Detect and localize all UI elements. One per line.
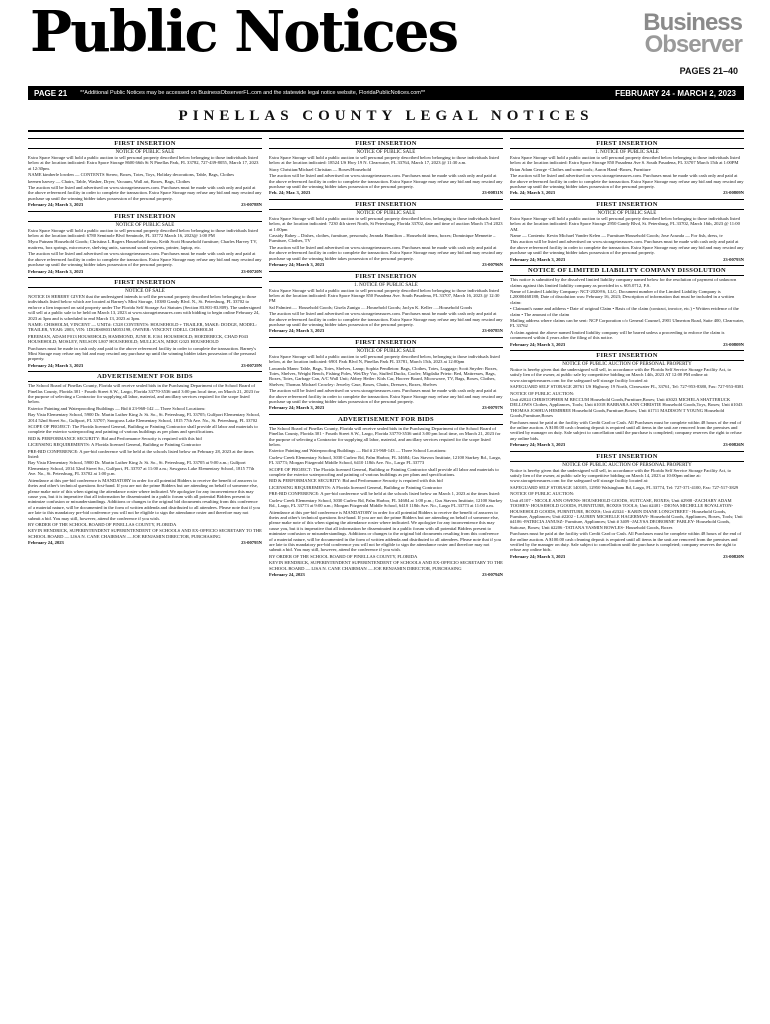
notice-paragraph: NAME: CHISHOLM, VINCENT — UNIT#: C528 CONTENTS: HOUSEHOLD + TRAILER, MAKE: DODGE, MODEL: TRAILER, YEAR: 2003, VIN: 1DGRS08031M053198, OWNER: VINCENT ODELL CHISHOLM	[28, 321, 257, 333]
notice-paragraph: Notice is hereby given that the undersigned will sell, in accordance with the Florida Self Service Storage Facility Act, to satisfy lien of the owner, at public sale by competitive bidding on March 14, 2023 at 10:00pm online at: www.storagetreasures.com for the safeguard self storage facility located at:	[510, 467, 732, 484]
notice-date: February 24; March 3, 2023	[28, 362, 84, 368]
column-2	[269, 138, 503, 1018]
notice-paragraph: BY ORDER OF THE SCHOOL BOARD OF PINELLAS COUNTY, FLORIDA	[28, 521, 177, 527]
notice-paragraph: NAME kimberle lowden — CONTENTS Stereo, Boxes, Totes, Toys, Holiday decorations, Table, Bags, Clothes	[28, 172, 234, 178]
legal-notice	[510, 350, 744, 448]
notice-footer	[510, 257, 744, 262]
notice-subheading: NOTICE OF PUBLIC AUCTION OF PERSONAL PROPERTY	[562, 361, 692, 367]
notice-paragraph: LICENSING REQUIREMENTS: A Florida licensed General, Building or Painting Contractor	[269, 484, 443, 490]
notice-heading: FIRST INSERTION	[510, 352, 744, 361]
notice-date: February 24; March 3, 2023	[269, 262, 325, 268]
notice-paragraph: SAFEGUARD SELF STORAGE 28761 US Highway 19 North, Clearwater FL, 33761, Tel: 727-953-8380, Fax: 727-953-8381	[510, 384, 744, 390]
page-number: PAGE 21	[34, 88, 68, 98]
notice-footer	[269, 405, 503, 410]
notice-code: 23-00793N	[723, 256, 744, 262]
notice-date: February 24; March 3, 2023	[269, 328, 325, 334]
notice-subheading: NOTICE OF PUBLIC SALE	[115, 150, 175, 155]
notice-date: February 24; March 3, 2023	[28, 268, 84, 274]
notice-paragraph: Extra Space Storage will hold a public auction to sell personal property described below belonging to those individuals listed below at the location indicated: 18524 US Hwy 19 N. Clearwater, FL 33764, March 17, 2023 @ 11:30 a.m.	[269, 155, 499, 166]
notice-paragraph: Extra Space Storage will hold a public auction to sell personal property described below belonging to those individuals listed below at the location indicated: Extra Space Storage 2950 Gandy Blvd, St. Petersburg, FL 33702, March 16th, 2023 @ 11:00 AM.	[510, 215, 740, 232]
notice-footer	[269, 572, 503, 577]
notice-paragraph: Unit #1107 - NICOLE ANN OWENS- HOUSEHOLD GOODS, SUITCASE, BOXES; Unit #2908 -ZACHARY ADAM TOOHEY- HOUSEHOLD GOODS, FURNITURE, BOXES TOOLS; Unit #2401 - DIONA MICHELLE ROYALSTON- HOUSEHOLD GOODS, FURNITURE, BOXES; Unit #2324 - KARIN DIANE LONGSTREET - Household Goods, Furniture, Appliances; Unit #2202 - LAUREN MICHELLE HAGERMAN- Household Goods, Appliances, Boxes, Tools; Unit #4106 -PATRICIA JANUSZ- Furniture, Appliances; Unit # 3409 -JALYSA DEOBORNE' FARLEY- Household Goods, Suitcase, Boxes; Unit #2206 -TATIANA YASMIN BOWLES- Household Goods, Boxes	[510, 497, 743, 530]
notice-paragraph: KEVIN HENDRICK, SUPERINTENDENT SUPERINTENDENT OF SCHOOLS AND EX-OFFICIO SECRETARY TO THE SCHOOL BOARD — LISA N. CANE CHAIRMAN — JOE BENJAMIN DIRECTOR, PURCHASING	[28, 528, 262, 539]
notice-paragraph: Exterior Painting and Waterproofing Buildings — Bid # 23-968-142 — Three School Locations:	[28, 405, 206, 411]
notice-paragraph: Extra Space Storage will hold a public auction to sell personal property described below belonging to those individuals listed below at the location indicated: Extra Space Storage 8600 66th St N Pinellas Park, FL 33782, 727-439-8055, March 17, 2023 at 12:30pm.	[28, 155, 259, 171]
notice-footer	[269, 190, 503, 195]
notice-paragraph: Stacy Christian/Michael Christian — Boxes/Household	[269, 166, 372, 172]
notice-heading: FIRST INSERTION	[510, 140, 744, 149]
notice-code: 23-00809N	[723, 341, 744, 347]
notice-paragraph: LICENSING REQUIREMENTS: A Florida licensed General, Building or Painting Contractor	[28, 442, 202, 448]
notice-paragraph: Sal Palmieri..... Household Goods; Gisela Zuniga .....Household Goods; Jaclyn K. Keller .....Household Goods	[269, 304, 473, 310]
notice-paragraph: The School Board of Pinellas County, Florida will receive sealed bids in the Purchasing Department of the School Board of Pinellas County, Florida 301 - Fourth Street S.W., Largo, Florida 33770-3536 until 3:00 pm local time, on March 21, 2023 for the purpose of selecting a Contractor for supplying all labor, material, and ancillary services required for the scope listed below.	[269, 425, 501, 448]
notice-paragraph: Extra Space Storage will hold a public auction to sell personal property described below belonging to those individuals listed below at the location indicated: Extra Space Storage 850 Pasadena Ave. South Pasadena, FL 33707, March 16, 2023 @ 12:30 PM	[269, 287, 500, 304]
notice-paragraph: NOTICE OF PUBLIC AUCTION:	[510, 491, 575, 497]
notice-paragraph: Extra Space Storage will hold a public auction to sell personal property described below, belonging to those individuals listed below, at the location indicated: 6901 Park Blvd N, Pinellas Park FL 33781, March 15th, 2023 at 12:00pm	[269, 353, 500, 365]
notice-paragraph: • Claimant's name and address • Date of original Claim • Basis of the claim (contract, invoice, etc.) • Written evidence of the claim • The amount of the claim	[510, 306, 739, 317]
column-1	[28, 138, 262, 1018]
notice-footer	[28, 363, 262, 368]
notice-paragraph: Bay Vista Elementary School, 5900 Dr. Martin Luther King Jr. St. So., St. Petersburg, FL 33705 at 9:00 a.m.; Gulfport Elementary School, 2014 52nd Street So., Gulfport, FL 33707 at 11:00 a.m.; Sawgrass Lake Elementary School, 1815 77th Ave. No., St. Petersburg, FL 33702 at 1:00 p.m.	[28, 460, 255, 477]
legal-notice	[510, 451, 744, 560]
notice-paragraph: Brian Adam George -Clothes and some tools; Aaron Hand -Boxes, Furniture	[510, 166, 651, 172]
notice-paragraph: Unit #2024 CHRISTOPHER M BECCUM Household Goods,Furniture,Boxes; Unit #3023 MICHELA SHATTERUCK DELLOWS Clothes, Appliances, Tools; Unit #1018 BARBARA ANN CHRISTIE Household Goods,Toys, Boxes; Unit #1043 THOMAS JOSHUA HEMBREE Household Goods,Furniture,Boxes; Unit #1711 MADISON T YOUNG Household Goods,Furniture,Boxes	[510, 397, 743, 419]
notice-footer	[510, 554, 744, 559]
page-range: PAGES 21–40	[679, 66, 738, 76]
notice-paragraph: Lawanda Mann: Table, Bags, Totes, Shelves, Lamp; Sophia Pendleton: Bags, Clothes, Totes, Luggage; Scott Snyder: Boxes, Totes, Shelves, Weight Bench, Fishing Poles, Wet/Dry Vac, Stuffed Ducks, Cooler; Migdalia Prieto: Bed, Mattresses, Bags, Boxes, Totes, Garbage Can, A/C Wall Unit; Abbey Heiler: Kids Car, Hoover Board, Microwave, TV, Bags, Boxes, Clothes, Shelves; Thomas Michael Crowley: Jewelry Case, Boxes, Chairs, Dressers, Boxes, Shelves	[269, 365, 498, 387]
notice-date: February 24; March 3, 2023	[28, 202, 84, 208]
section-title: PINELLAS COUNTY LEGAL NOTICES	[178, 108, 594, 124]
notice-footer	[28, 269, 262, 274]
notice-footer	[510, 342, 744, 347]
notice-paragraph: Extra Space Storage will hold a public auction to sell personal property described below belonging to those individuals listed below at the location indicated: 6780 Seminole Blvd Seminole, FL 33772 March 16, 2023@ 1:00 PM	[28, 227, 258, 239]
notice-date: February 24, 2023	[28, 540, 64, 546]
notice-paragraph: PRE-BID CONFERENCE: A pre-bid conference will be held at the schools listed below on February 28, 2023 at the times listed:	[28, 448, 254, 460]
legal-notice	[269, 138, 503, 196]
notice-footer	[28, 202, 262, 207]
notice-paragraph: Exterior Painting and Waterproofing Buildings — Bid # 23-968-143 — Three School Locations:	[269, 448, 447, 454]
notice-paragraph: SCOPE OF PROJECT: The Florida licensed General, Building or Painting Contractor shall provide all labor and materials to complete the exterior waterproofing and painting of various buildings as per plans and specifications.	[269, 466, 499, 478]
notice-subheading: NOTICE OF PUBLIC AUCTION OF PERSONAL PROPERTY	[562, 462, 692, 468]
notice-paragraph: The auction will be listed and advertised on www.storagetreasures.com. Purchases must be made with cash only and paid at the above referenced facility in order to complete the transaction. Extra Space Storage may refuse any bid and may rescind any purchase up until the winning bidder takes possession of the personal property.	[269, 388, 503, 404]
notice-date: February 24; March 3, 2023	[269, 405, 325, 411]
notice-paragraph: The auction will be listed and advertised on www.storagetreasures.com. Purchases must be made with cash only and paid at the above referenced facility in order to complete the transaction. Extra Space Storage may refuse any bid and may rescind any purchase up until the winning bidder takes possession of the personal property.	[28, 185, 262, 201]
notice-footer	[510, 442, 744, 447]
notice-paragraph: The auction will be listed and advertised on www.storagetreasures.com. Purchases must be made with cash only and paid at the above referenced facility in order to complete the transaction. Extra Space Storage may refuse any bid and may rescind any purchase up until the winning bidder takes possession of the personal property.	[269, 244, 503, 261]
notice-subheading: NOTICE OF PUBLIC SALE	[356, 150, 416, 155]
notice-heading: FIRST INSERTION	[510, 201, 744, 210]
notice-paragraph: keenen harvey — Chairs, Table, Washer, Dryer, Vacuum, Wall art, Boxes, Bags, Clothes	[28, 178, 191, 184]
legal-notice	[28, 371, 262, 545]
notice-code: 23-00820N	[723, 553, 744, 559]
notice-paragraph: Cassidy Rahey – Dishes, clothes, furniture, personals; Jeranda Hamilton – Household items, boxes; Dominique Mennette – Furniture, Clothes, TV	[269, 233, 496, 244]
notice-heading: ADVERTISEMENT FOR BIDS	[269, 416, 503, 425]
notice-paragraph: Bay Vista Elementary School, 5900 Dr. Martin Luther King Jr. St. So., St. Petersburg, FL 33705; Gulfport Elementary School, 2014 52nd Street So., Gulfport, FL 33707; Sawgrass Lake Elementary School, 1815 77th Ave. No., St. Petersburg, FL 33702	[28, 412, 261, 423]
notice-paragraph: BY ORDER OF THE SCHOOL BOARD OF PINELLAS COUNTY, FLORIDA	[269, 553, 418, 559]
notice-code: 23-00788N	[241, 202, 262, 208]
legal-notice	[269, 337, 503, 411]
legal-notice	[269, 414, 503, 578]
notice-paragraph: The auction will be listed and advertised on www.storagetreasures.com. Purchases must be made with cash only and paid at the above referenced facility in order to complete the transaction. Extra Space Storage may refuse any bid and may rescind any purchase up until the winning bidder takes possession of the personal property.	[28, 251, 262, 268]
notice-paragraph: NOTICE OF PUBLIC AUCTION:	[510, 390, 575, 396]
notice-subheading: NOTICE OF SALE	[125, 288, 165, 294]
notice-paragraph: This notice is submitted by the dissolved limited liability company named below for the resolution of payment of unknown claims against this limited liability company as provided in s. 605.0712, F.S.	[510, 277, 737, 288]
brand-logo	[643, 9, 742, 58]
notice-code: 23-00720N	[241, 268, 262, 274]
notice-date: February 24; March 3, 2023	[510, 341, 566, 347]
masthead	[0, 0, 770, 86]
notice-subheading: 1. NOTICE OF PUBLIC SALE	[354, 282, 418, 288]
notice-code: 23-00826N	[723, 442, 744, 448]
notice-paragraph: SCOPE OF PROJECT: The Florida licensed General, Building or Painting Contractor shall provide all labor and materials to complete the exterior waterproofing and painting of various buildings as per plans and specifications.	[28, 424, 258, 435]
notice-footer	[510, 190, 744, 195]
legal-notice	[510, 265, 744, 347]
notice-heading: FIRST INSERTION	[28, 279, 262, 288]
notice-subheading: NOTICE OF PUBLIC SALE	[356, 348, 416, 354]
notice-paragraph: BID & PERFORMANCE SECURITY: Bid and Performance Security is required with this bid	[269, 478, 443, 484]
notice-paragraph: The auction will be listed and advertised on www.storagetreasures.com. Purchases must be made with cash only and paid at the above referenced facility in order to complete the transaction. Extra Space Storage may refuse any bid and may rescind any purchase up until the winning bidder takes possession of the personal property.	[269, 173, 503, 190]
notice-heading: NOTICE OF LIMITED LIABILITY COMPANY DISSOLUTION	[510, 267, 744, 276]
notice-subheading: NOTICE OF PUBLIC SALE	[356, 210, 416, 216]
notice-paragraph: Name of Limited Liability Company: NCT-2020®6, LLC; Document number of the Limited Liability Company is L20000468188; Date of dissolution was: February 16, 2023; Description of information that must be included in a written claim:	[510, 288, 735, 305]
notice-paragraph: FREEMAN, ADAM F013 HOUSEHOLD; HAMMOND, JUNE R. E161 HOUSEHOLD; HOEDEBECK, CHAD F043 HOUSEHOLD; MOSLEY, NELSON L807 HOUSEHOLD; MULLICAN, MIKE G023 HOUSEHOLD	[28, 333, 249, 345]
notice-subheading: NOTICE OF PUBLIC SALE	[115, 222, 175, 228]
notice-paragraph: KEVIN HENDRICK, SUPERINTENDENT SUPERINTENDENT OF SCHOOLS AND EX-OFFICIO SECRETARY TO THE SCHOOL BOARD — LISA N. CANE CHAIRMAN — JOE BENJAMIN DIRECTOR, PURCHASING	[269, 560, 503, 571]
notice-date: February 24; March 3, 2023	[510, 442, 566, 448]
notice-paragraph: Purchases must be made in cash only and paid to the above referenced facility in order to complete the transaction. Barney's Mini Storage may refuse any bid and may rescind any purchase up until the winning bidder takes possession of the personal property.	[28, 345, 257, 362]
legal-notice	[269, 271, 503, 334]
notice-paragraph: SAFEGUARD SELF STORAGE 140105, 12950 Walsingham Rd, Largo, FL 33774, Tel: 727-371-4100, Fax: 727-517-3829	[510, 484, 739, 490]
website-notice: **Additional Public Notices may be accessed on BusinessObserverFL.com and the statewide legal notice website, FloridaPublicNotices.com**	[80, 90, 426, 96]
notice-paragraph: Name — Contents: Kevin Michael Vander Kelen — Furniture/Household Goods; Jose Acunda — For fish, dress, tv	[510, 233, 723, 239]
legal-notice	[269, 199, 503, 268]
notice-paragraph: The School Board of Pinellas County, Florida will receive sealed bids in the Purchasing Department of the School Board of Pinellas County, Florida 301 - Fourth Street S.W., Largo, Florida 33770-3536 until 3:00 pm local time, on March 21, 2023 for the purpose of selecting a Contractor for supplying all labor, material, and ancillary services required for the scope listed below.	[28, 383, 260, 405]
notice-code: 23-00809N	[723, 190, 744, 196]
notice-paragraph: PRE-BID CONFERENCE: A pre-bid conference will be held at the schools listed below on March 1, 2023 at the times listed:	[269, 491, 501, 497]
notice-paragraph: A claim against the above named limited liability company will be barred unless a proceeding to enforce the claim is commenced within 4 years after the filing of this notice.	[510, 329, 725, 341]
notice-code: 23-00797N	[482, 405, 503, 411]
notice-paragraph: Curlew Creek Elementary School, 3030 Curlew Rd, Palm Harbor, FL 34684 at 1:00 p.m.; Gus Stavros Institute, 12100 Starkey Rd., Largo, FL 33773 at 9:00 a.m.; Morgan Fitzgerald Middle School, 6410 118th Ave. No., Largo FL 33773 at 11:00 a.m.	[269, 497, 503, 509]
notice-paragraph: Purchases must be paid at the facility with Credit Card or Cash. All Purchases must be complete within 48 hours of the end of the online auction. A $100.00 cash cleaning deposit is required until all items in the unit are removed from the premises and verified by the manager on duty. Sale subject to cancellation until the purchase is completed; company reserves the right to refuse any online bids.	[510, 531, 742, 553]
notice-heading: FIRST INSERTION	[269, 339, 503, 348]
legal-notice	[28, 211, 262, 274]
notice-heading: ADVERTISEMENT FOR BIDS	[28, 373, 262, 382]
notice-date: Feb. 24; March 3, 2023	[510, 190, 556, 196]
notice-paragraph: Mailing address where claims can be sent: NCP Corporation c/o General Counsel, 2901 Ulmerton Road, Suite 400, Clearwater, FL 33762	[510, 317, 744, 329]
notice-date: February 24, 2023	[269, 571, 305, 577]
notice-code: 23-00729N	[241, 362, 262, 368]
info-bar	[28, 86, 744, 100]
column-3	[510, 138, 744, 1018]
notice-subheading: NOTICE OF PUBLIC SALE	[597, 210, 657, 216]
notice-paragraph: Attendance at this pre-bid conference is MANDATORY in order for all potential Bidders to receive the benefit of answers to theirs and other's technical questions first-hand. If you are not the prime Bidders but are attending on behalf of someone else, please make note of this when signing the attendance roster where indicated. We apologize for any inconvenience this may cause you, but it is imperative that all information be disseminated in a public forum with all potential Bidders present to minimize confusion or misunderstandings. Additions or changes to the original bid documents resulting from this conference of a material nature, will be documented in the form of written addenda and distributed to all attendees. Please note that if you are late to this mandatory pre-bid conference you will not be eligible to sign the attendance roster and therefore may not submit a bid. You may still, however, attend the conference if you wish.	[269, 509, 501, 553]
notice-paragraph: Notice is hereby given that the undersigned will sell, in accordance with the Florida Self Service Storage Facility Act, to satisfy lien of the owner, at public sale by competitive bidding on March 14th, 2023 AT 12:00 PM online at: www.storagetreasures.com for the safeguard self storage facility located at:	[510, 366, 732, 383]
notice-date: February 24; March 3, 2023	[510, 553, 566, 559]
notice-paragraph: BID & PERFORMANCE SECURITY: Bid and Performance Security is required with this bid	[28, 435, 202, 441]
page-title: Public Notices	[30, 0, 458, 65]
notice-paragraph: Purchases must be paid at the facility with Credit Card or Cash. All Purchases must be complete within 48 hours of the end of the online auction. A $100.00 cash cleaning deposit is required until all items in the unit are removed from the premises and verified by manager on duty. Sale subject to cancellation until the purchase is completed; company reserves the right to refuse any online bids.	[510, 419, 742, 441]
notice-code: 23-00796N	[482, 262, 503, 268]
legal-notice	[28, 277, 262, 368]
notice-paragraph: NOTICE IS HEREBY GIVEN that the undersigned intends to sell the personal property described below belonging to those individuals listed below which are located at Barney's Mini Storage, 10380 Gandy Blvd. N., St. Petersburg, FL 33702 to enforce a lien imposed on said property under The Florida Self Storage Act Statutes (Section 83.801-83.809). The undersigned will sell at a public sale to be held on March 13, 2023 at www.storagetreasures.com with bidding to begin online February 24, 2023 at 3pm and is scheduled to end March 13, 2023 at 3pm.	[28, 293, 261, 321]
legal-notice	[510, 138, 744, 196]
notice-paragraph: This auction will be listed and advertised on www.storagetreasures.com. Purchases must be made with cash only and paid at the above referenced facility in order to complete the transaction. Extra Space Storage may refuse any bid and may rescind any purchase up until the winning bidder takes possession of the personal property.	[510, 239, 744, 256]
notice-subheading: 1. NOTICE OF PUBLIC SALE	[595, 150, 659, 155]
notice-paragraph: The auction will be listed and advertised on www.storagetreasures.com. Purchases must be made with cash only and paid at the above referenced facility in order to complete the transaction. Extra Space Storage may refuse any bid and may rescind any purchase up until the winning bidder takes possession of the personal property.	[510, 173, 744, 190]
notice-heading: FIRST INSERTION	[28, 140, 262, 149]
notice-code: 23-00795N	[241, 540, 262, 546]
notice-heading: FIRST INSERTION	[269, 201, 503, 210]
notice-paragraph: Extra Space Storage will hold a public auction to sell personal property described below belonging to those individuals listed below at the location indicated: Extra Space Storage 850 Pasadena Ave S. South Pasadena, FL 33707 March 15th at 1:00PM	[510, 155, 740, 166]
notice-date: Feb. 24; Mar. 3, 2023	[269, 190, 311, 196]
notice-heading: FIRST INSERTION	[510, 453, 744, 462]
notice-footer	[269, 262, 503, 267]
notice-code: 23-00831N	[482, 190, 503, 196]
legal-notice	[510, 199, 744, 262]
issue-date: FEBRUARY 24 - MARCH 2, 2023	[615, 88, 736, 98]
brand-line-2: Observer	[644, 31, 742, 58]
notice-footer	[269, 328, 503, 333]
notice-paragraph: The auction will be listed and advertised on www.storagetreasures.com. Purchases must be made with cash only and paid at the above referenced facility in order to complete the transaction. Extra Space Storage may refuse any bid and may rescind any purchase up until the winning bidder takes possession of the personal property.	[269, 311, 503, 327]
notice-paragraph: Attendance at this pre-bid conference is MANDATORY in order for all potential Bidders to receive the benefit of answers to theirs and other's technical questions first-hand. If you are not the prime Bidders but are attending on behalf of someone else, please make note of this when signing the attendance roster where indicated. We apologize for any inconvenience this may cause you, but it is imperative that all information be disseminated in a public forum with all potential Bidders present to minimize confusion or misunderstandings. Additions or changes to the original bid documents resulting from this conference of a material nature, will be documented in the form of written addenda and distributed to all attendees. Please note that if you are late to this mandatory pre-bid conference you will not be eligible to sign the attendance roster and therefore may not submit a bid. You may still, however, attend the conference if you wish.	[28, 477, 260, 521]
notice-paragraph: Myra Putnam Household Goods; Christina L Rogers Household items; Keith Scott Household furniture; Charles Harvey TV, mattress, box springs, microwave, shelving units, surround sound systems, printer, laptop, etc.	[28, 239, 258, 250]
notice-code: 23-00785N	[482, 328, 503, 334]
notice-heading: FIRST INSERTION	[269, 273, 503, 282]
notice-date: February 24; March 3, 2023	[510, 256, 566, 262]
notice-paragraph: Extra Space Storage will hold a public auction to sell personal property described below, belonging to those individuals listed below, at the location indicated: 7230 4th street North, St Petersburg, Florida 33702, date and time of auction March 17rd 2023 at 1:00pm	[269, 215, 503, 232]
section-divider	[28, 130, 744, 132]
notice-heading: FIRST INSERTION	[28, 213, 262, 222]
legal-notice	[28, 138, 262, 208]
notice-heading: FIRST INSERTION	[269, 140, 503, 149]
notice-code: 23-00794N	[482, 571, 503, 577]
brand-line-1: Business	[643, 9, 742, 36]
notice-paragraph: Curlew Creek Elementary School, 3030 Curlew Rd, Palm Harbor, FL 34684; Gus Stavros Institute, 12100 Starkey Rd., Largo, FL 33773; Morgan Fitzgerald Middle School, 6410 118th Ave. No., Largo FL 33773	[269, 454, 502, 466]
notice-footer	[28, 540, 262, 545]
